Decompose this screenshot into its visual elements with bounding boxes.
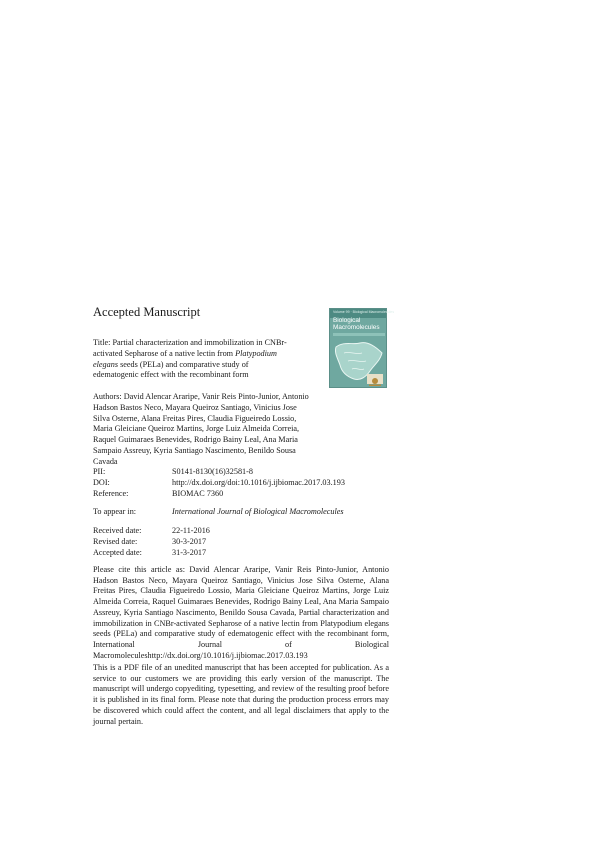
cover-strip: [333, 333, 385, 336]
citation-paragraph: Please cite this article as: David Alencar Araripe, Vanir Reis Pinto-Junior, Antonio Hadson Bastos Neco, Mayara Queiroz Santiago, Vinicius Jose Silva Osterne, Alana Freitas Pires, Claudia Figueiredo Lossio, Maria Gleiciane Queiroz Martins, Jorge Luiz Almeida Correia, Raquel Guimaraes Benevides, Rodrigo Bainy Leal, Ana Maria Sampaio Assreuy, Kyria Santiago Nascimento, Benildo Sousa Cavada, Partial characterization and immobilization in CNBr-activated Sepharose of a native lectin from Platypodium elegans seeds (PELa) and comparative study of edematogenic effect with the recombinant form, International Journal of Biological Macromoleculeshttp://dx.doi.org/10.1016/j.ijbiomac.2017.03.193: [93, 565, 389, 660]
journal-name: International Journal of Biological Macromolecules: [172, 507, 344, 516]
cover-top-text: Volume 99 · Biological Macromolecules: [333, 310, 395, 314]
revised-label: Revised date:: [93, 536, 138, 546]
page-heading: Accepted Manuscript: [93, 305, 201, 319]
received-label: Received date:: [93, 526, 142, 535]
received-date: 22-11-2016: [172, 526, 210, 535]
pii-label: PII:: [93, 467, 106, 476]
accepted-label: Accepted date:: [93, 547, 142, 557]
cover-title: Biological Macromolecules: [333, 317, 380, 331]
article-title: Title: Partial characterization and immobilization in CNBr-activated Sepharose of a native lectin from Platypodium elegans seeds (PELa) and comparative study of edematogenic effect with the recombinant form: [93, 338, 287, 380]
article-authors: Authors: David Alencar Araripe, Vanir Reis Pinto-Junior, Antonio Hadson Bastos Neco, Mayara Queiroz Santiago, Vinicius Jose Silva Osterne, Alana Freitas Pires, Claudia Figueiredo Lossio, Maria Gleiciane Queiroz Martins, Jorge Luiz Almeida Correia, Raquel Guimaraes Benevides, Rodrigo Bainy Leal, Ana Maria Sampaio Assreuy, Kyria Santiago Nascimento, Benildo Sousa Cavada: [93, 392, 309, 466]
reference-value: BIOMAC 7360: [172, 488, 224, 498]
accepted-date: 31-3-2017: [172, 547, 207, 557]
doi-label: DOI:: [93, 477, 110, 487]
journal-cover-image: [329, 308, 395, 388]
pii-value: S0141-8130(16)32581-8: [172, 467, 253, 476]
disclaimer-paragraph: This is a PDF file of an unedited manuscript that has been accepted for publication. As a service to our customers we are providing this early version of the manuscript. The manuscript will undergo copyediting, typesetting, and review of the resulting proof before it is published in its final form. Please note that during the production process errors may be discovered which could affect the content, and all legal disclaimers that apply to the journal pertain.: [93, 663, 389, 726]
reference-label: Reference:: [93, 488, 129, 498]
species-name: Platypodium elegans: [93, 348, 277, 369]
doi-link[interactable]: http://dx.doi.org/doi:10.1016/j.ijbiomac.2017.03.193: [172, 477, 345, 487]
appear-label: To appear in:: [93, 507, 137, 516]
cover-publisher-logo: [367, 374, 383, 384]
revised-date: 30-3-2017: [172, 536, 207, 546]
